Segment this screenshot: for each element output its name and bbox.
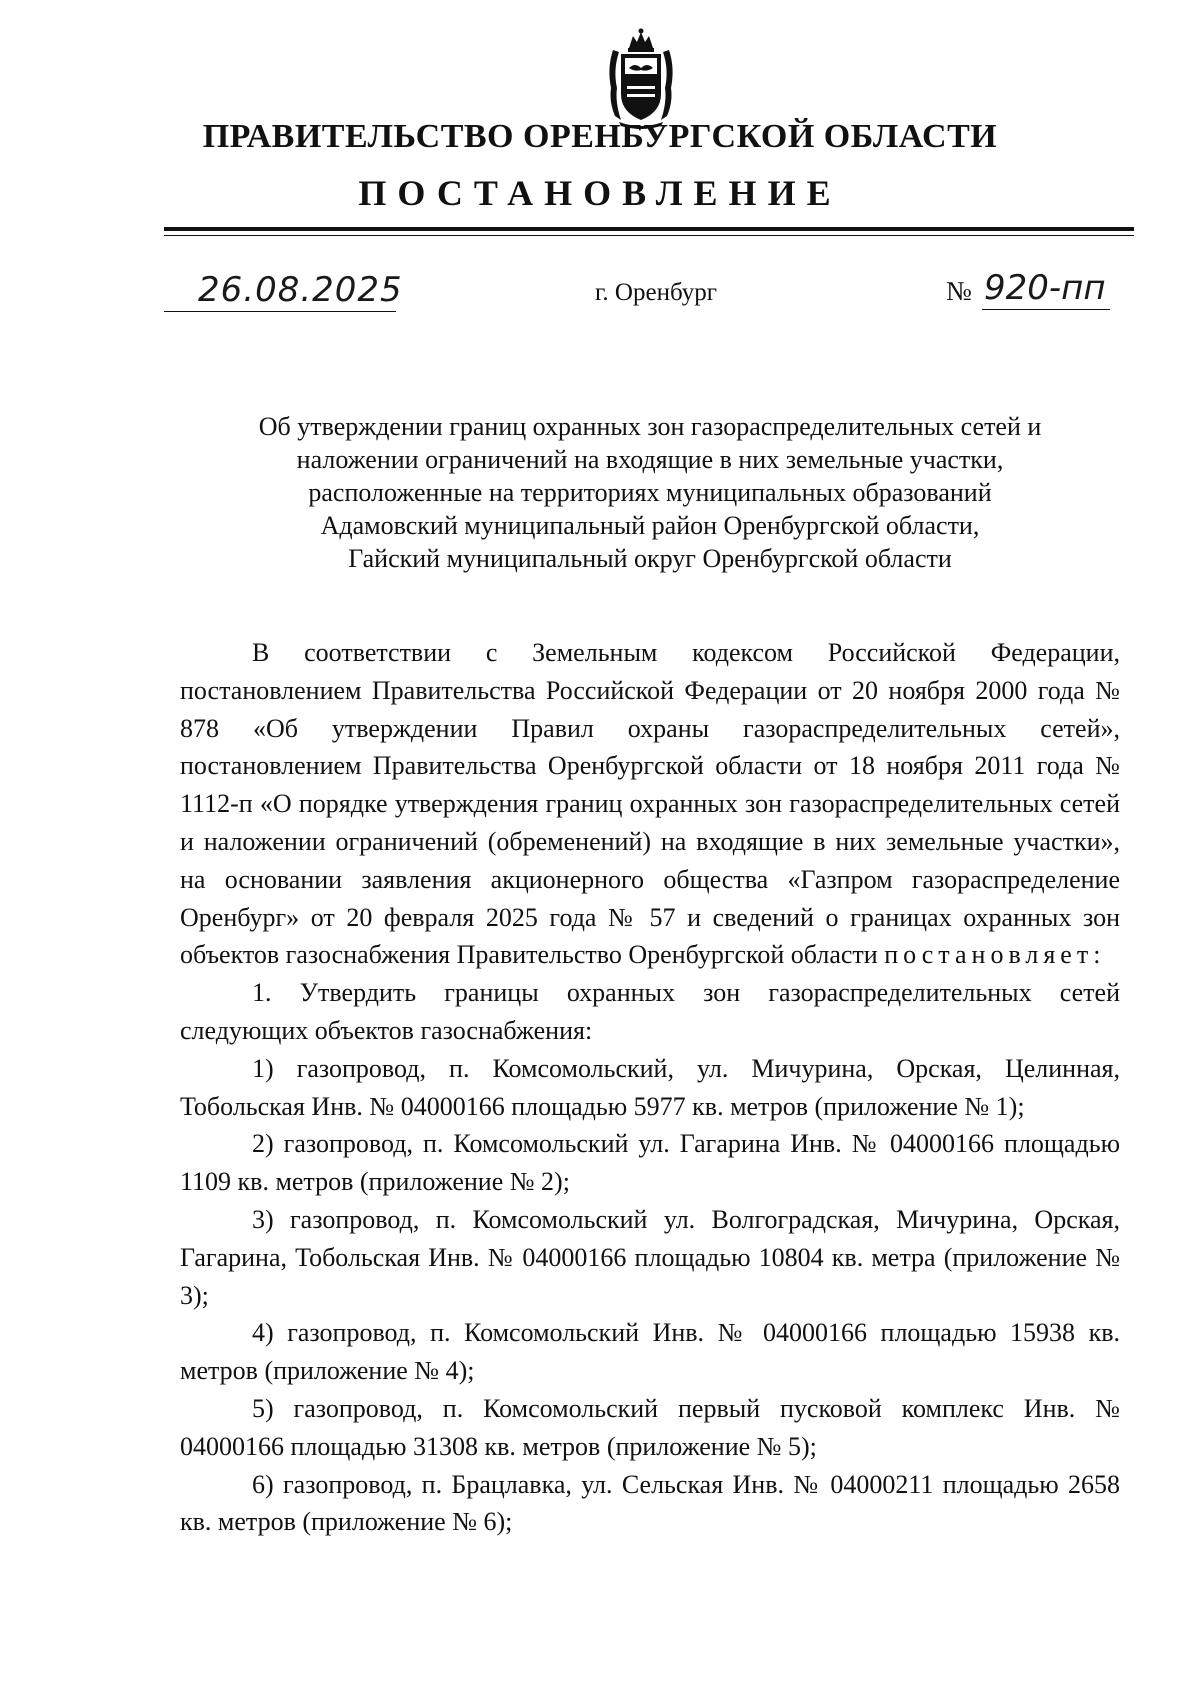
document-city: г. Оренбург [595, 279, 717, 306]
coat-of-arms-icon [603, 28, 679, 130]
item-paragraph: 1. Утвердить границы охранных зон газораспределительных сетей следующих объектов газоснабжения: [180, 978, 1120, 1045]
subitem-paragraph: 6) газопровод, п. Брацлавка, ул. Сельская Инв. № 04000211 площадью 2658 кв. метров (приложение № 6); [180, 1469, 1120, 1537]
subject-line: Адамовский муниципальный район Оренбургской области, [320, 511, 980, 540]
document-type: ПОСТАНОВЛЕНИЕ [358, 173, 842, 213]
header-divider-thin [164, 235, 1134, 236]
subitem-paragraph: 2) газопровод, п. Комсомольский ул. Гагарина Инв. № 04000166 площадью 1109 кв. метров (приложение № 2); [180, 1129, 1120, 1197]
subitem-paragraph: 3) газопровод, п. Комсомольский ул. Волгоградская, Мичурина, Орская, Гагарина, Тобольская Инв. № 04000166 площадью 10804 кв. метра (приложение № 3); [180, 1204, 1120, 1310]
subject-line: Об утверждении границ охранных зон газораспределительных сетей и [258, 412, 1042, 441]
subitem-paragraph: 4) газопровод, п. Комсомольский Инв. № 04000166 площадью 15938 кв. метров (приложение № 4); [180, 1318, 1120, 1386]
government-title: ПРАВИТЕЛЬСТВО ОРЕНБУРГСКОЙ ОБЛАСТИ [202, 118, 998, 155]
header-divider-thick [164, 227, 1134, 231]
subitem-paragraph: 1) газопровод, п. Комсомольский, ул. Мичурина, Орская, Целинная, Тобольская Инв. № 04000166 площадью 5977 кв. метров (приложение № 1); [180, 1053, 1120, 1121]
decree-word: постановляет: [884, 940, 1106, 970]
preamble-text: В соответствии с Земельным кодексом Российской Федерации, постановлением Правительства Российской Федерации от 20 ноября 2000 года № 878 «Об утверждении Правил охраны газораспределительных сетей», постановлением Правительства Оренбургской области от 18 ноября 2011 года № 1112-п «О порядке утверждения границ охранных зон газораспределительных сетей и наложении ограничений (обременений) на входящие в них земельные участки», на основании заявления акционерного общества «Газпром газораспределение Оренбург» от 20 февраля 2025 года № 57 и сведений о границах охранных зон объектов газоснабжения Правительство Оренбургской области [180, 638, 1120, 970]
document-date: 26.08.2025 [198, 270, 403, 310]
subject-line: наложении ограничений на входящие в них земельные участки, [296, 445, 1004, 474]
subject-line: Гайский муниципальный округ Оренбургской области [348, 544, 952, 573]
document-body [180, 634, 1120, 1541]
subject-line: расположенные на территориях муниципальных образований [308, 478, 992, 507]
subitem-paragraph: 5) газопровод, п. Комсомольский первый пусковой комплекс Инв. № 04000166 площадью 31308 кв. метров (приложение № 5); [180, 1393, 1120, 1461]
preamble-paragraph [180, 634, 1120, 974]
number-underline [982, 309, 1110, 310]
document-number: 920-пп [984, 268, 1106, 308]
number-sign: № [946, 276, 972, 306]
date-underline [164, 311, 396, 312]
document-subject [180, 410, 1120, 575]
